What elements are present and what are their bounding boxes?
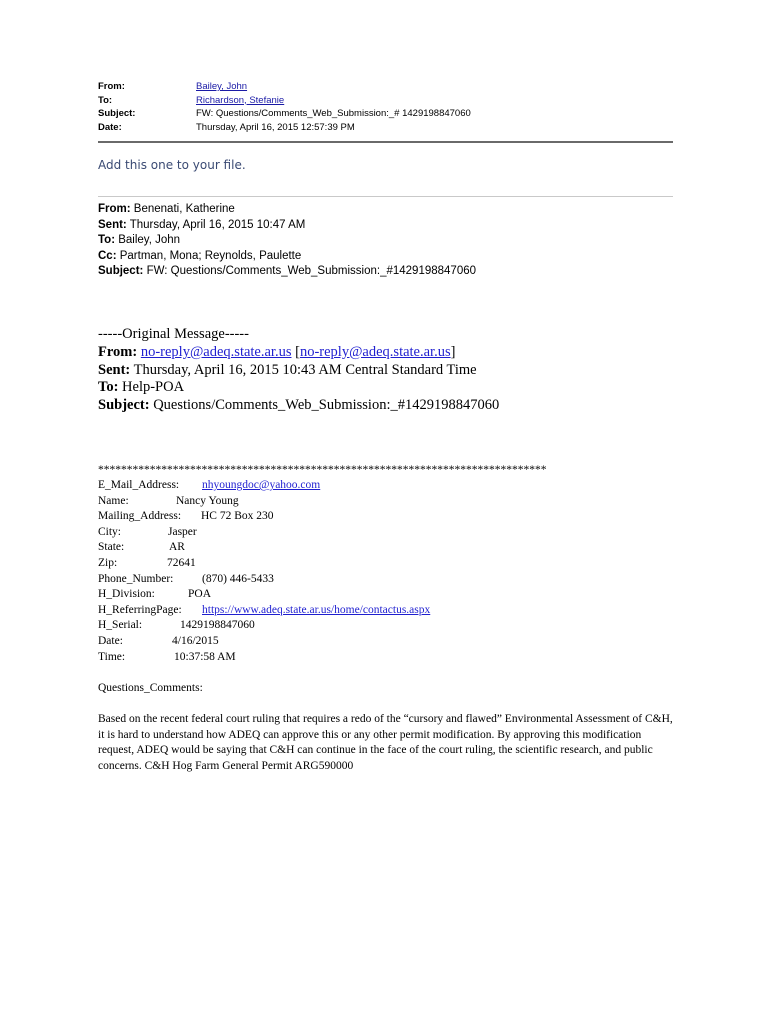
sub-serial-value: 1429198847060 — [180, 619, 255, 632]
sub-state-label: State: — [98, 541, 125, 554]
header-date-label: Date: — [98, 121, 122, 133]
orig-sent-value: Thursday, April 16, 2015 10:43 AM Central Standard Time — [130, 361, 477, 378]
orig-from-row: From: no-reply@adeq.state.ar.us [no-reply@adeq.state.ar.us] — [98, 343, 456, 360]
header-to-label: To: — [98, 94, 113, 106]
header-divider — [98, 141, 673, 143]
header-to-link[interactable]: Richardson, Stefanie — [196, 94, 285, 106]
sub-time-label: Time: — [98, 650, 126, 663]
sub-serial-row — [98, 618, 547, 634]
fwd-sent-label: Sent: — [98, 218, 127, 231]
sub-zip-label: Zip: — [98, 556, 118, 569]
original-heading: -----Original Message----- — [98, 326, 249, 342]
header-date-row — [98, 121, 471, 135]
sub-time-value: 10:37:58 AM — [174, 650, 236, 663]
fwd-to-row — [98, 233, 476, 249]
original-message — [98, 326, 499, 415]
fwd-from-label: From: — [98, 203, 131, 215]
orig-to-label: To: — [98, 379, 119, 396]
fwd-from-row — [98, 202, 476, 218]
sub-city-label: City: — [98, 525, 122, 538]
fwd-subject-row — [98, 264, 476, 280]
orig-subject-label: Subject: — [98, 397, 150, 414]
sub-name-label: Name: — [98, 494, 129, 507]
sub-referring-row — [98, 603, 547, 619]
sub-date-row — [98, 634, 547, 650]
orig-from-email-link[interactable]: no-reply@adeq.state.ar.us — [140, 343, 292, 360]
sub-city-row — [98, 525, 547, 541]
fwd-sent-value: Thursday, April 16, 2015 10:47 AM — [126, 218, 306, 231]
sub-phone-row — [98, 572, 547, 588]
forward-note: Add this one to your file. — [98, 158, 246, 172]
header-subject-row — [98, 107, 471, 121]
email-header — [98, 80, 471, 134]
fwd-from-value: Benenati, Katherine — [130, 203, 235, 215]
sub-referring-label: H_ReferringPage: — [98, 603, 182, 616]
header-from-label: From: — [98, 81, 125, 92]
orig-sent-row — [98, 362, 499, 380]
sub-name-value: Nancy Young — [176, 494, 239, 507]
separator-stars: ****************************************************************************** — [98, 464, 547, 476]
header-subject-value: FW: Questions/Comments_Web_Submission:_# 1429198847060 — [196, 108, 471, 119]
orig-to-value: Help-POA — [118, 379, 185, 396]
sub-referring-link[interactable]: https://www.adeq.state.ar.us/home/contactus.aspx — [202, 603, 431, 616]
sub-phone-value: (870) 446-5433 — [202, 572, 274, 585]
note-divider — [98, 196, 673, 197]
sub-mailing-value: HC 72 Box 230 — [201, 510, 274, 523]
orig-from-email-bracket-link[interactable]: no-reply@adeq.state.ar.us — [299, 343, 451, 360]
sub-email-row — [98, 478, 547, 494]
sub-state-value: AR — [169, 541, 185, 554]
fwd-sent-row — [98, 218, 476, 234]
orig-subject-row — [98, 397, 499, 415]
sub-mailing-label: Mailing_Address: — [98, 510, 182, 523]
sub-city-value: Jasper — [168, 525, 197, 538]
sub-zip-row — [98, 556, 547, 572]
fwd-cc-label: Cc: — [98, 249, 117, 262]
sub-mailing-row — [98, 509, 547, 525]
header-to-row — [98, 94, 471, 108]
sub-division-label: H_Division: — [98, 588, 155, 601]
orig-to-row — [98, 379, 499, 397]
sub-state-row — [98, 540, 547, 556]
sub-email-label: E_Mail_Address: — [98, 479, 180, 491]
fwd-subject-value: FW: Questions/Comments_Web_Submission:_#1429198847060 — [143, 265, 477, 277]
sub-division-row — [98, 587, 547, 603]
sub-phone-label: Phone_Number: — [98, 572, 174, 585]
fwd-to-label: To: — [98, 234, 116, 246]
sub-date-label: Date: — [98, 634, 123, 647]
sub-zip-value: 72641 — [167, 556, 196, 569]
header-from-link[interactable]: Bailey, John — [196, 81, 248, 92]
fwd-to-value: Bailey, John — [115, 234, 181, 246]
forwarded-header — [98, 202, 476, 280]
fwd-cc-row — [98, 249, 476, 265]
sub-date-value: 4/16/2015 — [172, 634, 219, 647]
orig-sent-label: Sent: — [98, 361, 131, 378]
fwd-cc-value: Partman, Mona; Reynolds, Paulette — [116, 249, 302, 262]
sub-division-value: POA — [188, 588, 212, 601]
sub-email-link[interactable]: nhyoungdoc@yahoo.com — [202, 479, 321, 491]
comment-body: Based on the recent federal court ruling that requires a redo of the “cursory and flawed” Environmental Assessment of C&H, it is hard to understand how ADEQ can approve this or any other permit modification. By approving this modification request, ADEQ would be saying that C&H can continue in the face of the court ruling, the scientific research, and public concerns. C&H Hog Farm General Permit ARG590000 — [98, 713, 673, 772]
orig-from-label: From: — [98, 343, 138, 360]
header-from-row — [98, 80, 471, 94]
web-submission — [98, 462, 547, 665]
header-subject-label: Subject: — [98, 108, 136, 119]
questions-comments-label: Questions_Comments: — [98, 682, 203, 694]
sub-time-row — [98, 650, 547, 666]
sub-name-row — [98, 494, 547, 510]
orig-subject-value: Questions/Comments_Web_Submission:_#1429198847060 — [149, 397, 500, 414]
sub-serial-label: H_Serial: — [98, 619, 143, 632]
header-date-value: Thursday, April 16, 2015 12:57:39 PM — [196, 121, 355, 133]
fwd-subject-label: Subject: — [98, 265, 144, 277]
